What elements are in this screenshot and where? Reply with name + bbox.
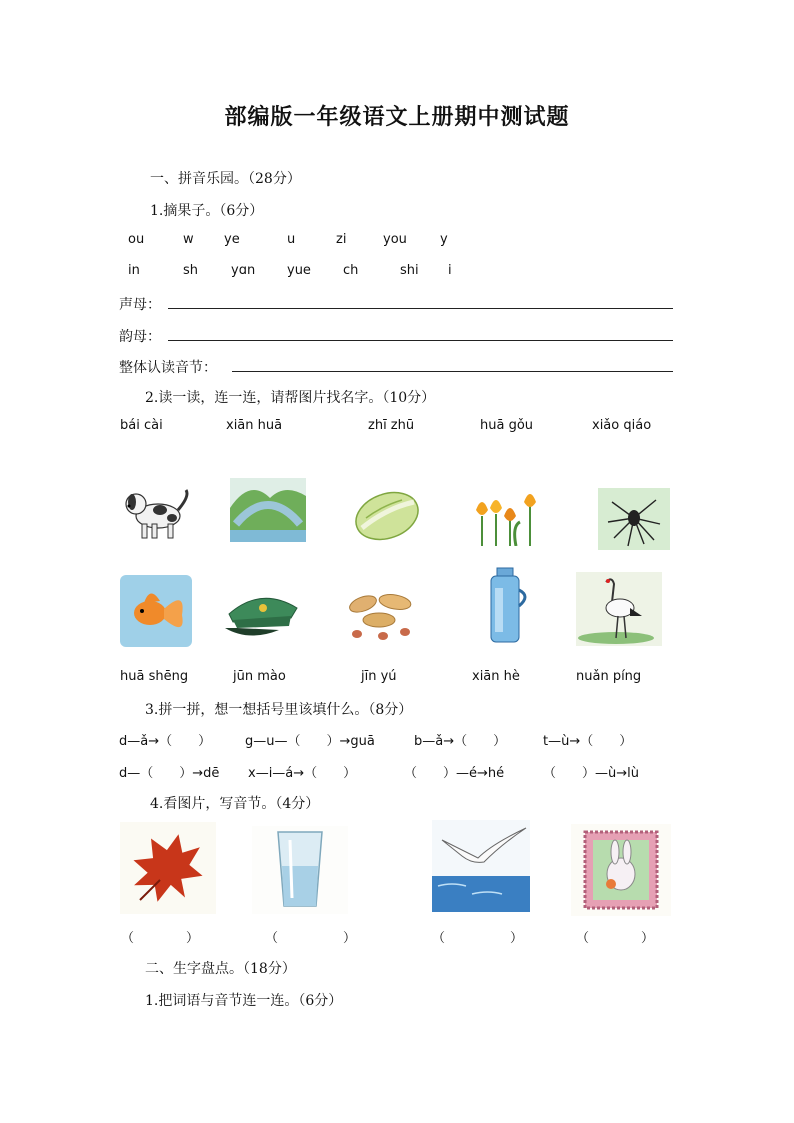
- pinyin-item: in: [128, 263, 140, 278]
- spelling-item[interactable]: x—i—á→（ ）: [248, 766, 357, 781]
- pinyin-item: yɑn: [231, 263, 256, 278]
- spider-picture: [598, 488, 670, 550]
- q4-answer-blank[interactable]: （ ）: [265, 931, 357, 946]
- pinyin-word: xiǎo qiáo: [592, 418, 652, 433]
- q4-answer-blank[interactable]: （ ）: [121, 931, 200, 946]
- q4-heading: 4.看图片，写音节。（4分）: [150, 796, 320, 812]
- pinyin-word: huā shēng: [120, 669, 189, 684]
- section-heading-2: 二、生字盘点。（18分）: [145, 961, 296, 977]
- yunmu-label: 韵母：: [119, 329, 161, 345]
- pinyin-item: ou: [128, 232, 145, 247]
- pinyin-item: shi: [400, 263, 419, 278]
- pinyin-item: ch: [343, 263, 359, 278]
- stamp-picture: [571, 824, 671, 916]
- spelling-item[interactable]: g—u—（ ）→guā: [245, 734, 375, 749]
- shengmu-answer-line[interactable]: [168, 308, 673, 309]
- pinyin-item: i: [448, 263, 452, 278]
- army-cap-picture: [219, 590, 303, 642]
- cabbage-picture: [352, 488, 422, 544]
- pinyin-item: w: [183, 232, 194, 247]
- pinyin-item: zi: [336, 232, 347, 247]
- dog-picture: [120, 482, 196, 544]
- pinyin-item: you: [383, 232, 407, 247]
- shengmu-label: 声母：: [119, 297, 161, 313]
- pinyin-item: y: [440, 232, 448, 247]
- spelling-item[interactable]: b—ǎ→（ ）: [414, 734, 507, 749]
- pinyin-item: sh: [183, 263, 199, 278]
- zhengti-answer-line[interactable]: [232, 371, 673, 372]
- seagull-picture: [432, 820, 530, 912]
- spelling-item[interactable]: （ ）—ù→lù: [543, 766, 639, 781]
- flowers-picture: [472, 486, 544, 546]
- bridge-picture: [230, 478, 306, 542]
- q2-heading: 2.读一读，连一连，请帮图片找名字。（10分）: [145, 390, 436, 406]
- pinyin-item: ye: [224, 232, 240, 247]
- yunmu-answer-line[interactable]: [168, 340, 673, 341]
- thermos-picture: [483, 566, 533, 646]
- section-heading-1: 一、拼音乐园。（28分）: [150, 171, 301, 187]
- q3-heading: 3.拼一拼，想一想括号里该填什么。（8分）: [145, 702, 413, 718]
- pinyin-word: zhī zhū: [368, 418, 415, 433]
- spelling-item[interactable]: d—（ ）→dē: [119, 766, 220, 781]
- pinyin-word: jūn mào: [233, 669, 286, 684]
- peanuts-picture: [343, 586, 417, 642]
- pinyin-word: xiān hè: [472, 669, 520, 684]
- q4-answer-blank[interactable]: （ ）: [432, 931, 524, 946]
- page-title: 部编版一年级语文上册期中测试题: [224, 104, 570, 130]
- pinyin-word: jīn yú: [361, 669, 397, 684]
- glass-cup-picture: [252, 826, 348, 914]
- spelling-item[interactable]: t—ù→（ ）: [543, 734, 633, 749]
- zhengti-label: 整体认读音节：: [119, 360, 217, 376]
- pinyin-word: huā gǒu: [480, 418, 534, 433]
- pinyin-item: u: [287, 232, 296, 247]
- part2-q1-heading: 1.把词语与音节连一连。（6分）: [145, 993, 343, 1009]
- pinyin-word: bái cài: [120, 418, 163, 433]
- pinyin-word: nuǎn píng: [576, 669, 642, 684]
- q1-heading: 1.摘果子。（6分）: [150, 203, 264, 219]
- crane-picture: [576, 572, 662, 646]
- spelling-item[interactable]: d—ǎ→（ ）: [119, 734, 212, 749]
- pinyin-item: yue: [287, 263, 311, 278]
- q4-answer-blank[interactable]: （ ）: [576, 931, 655, 946]
- maple-leaf-picture: [120, 822, 216, 914]
- spelling-item[interactable]: （ ）—é→hé: [404, 766, 505, 781]
- pinyin-word: xiān huā: [226, 418, 283, 433]
- goldfish-picture: [120, 575, 192, 647]
